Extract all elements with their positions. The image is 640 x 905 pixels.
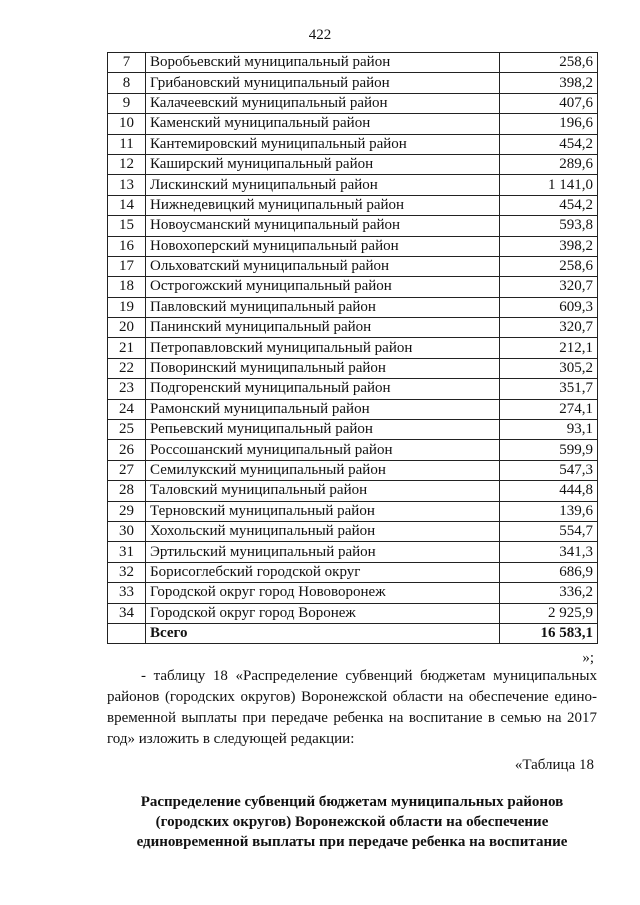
row-number: 7 (108, 53, 146, 73)
row-number: 31 (108, 542, 146, 562)
amendment-paragraph (107, 666, 597, 750)
subvention-value: 686,9 (500, 562, 598, 582)
row-number: 20 (108, 318, 146, 338)
row-number: 19 (108, 297, 146, 317)
district-name: Калачеевский муниципальный район (146, 93, 500, 113)
table-row (108, 420, 598, 440)
row-number: 8 (108, 73, 146, 93)
row-number: 13 (108, 175, 146, 195)
subvention-value: 139,6 (500, 501, 598, 521)
total-label: Всего (146, 623, 500, 643)
district-name: Нижнедевицкий муниципальный район (146, 195, 500, 215)
table-row (108, 379, 598, 399)
row-number: 17 (108, 256, 146, 276)
row-number: 9 (108, 93, 146, 113)
district-name: Новохоперский муниципальный район (146, 236, 500, 256)
table-heading (107, 792, 597, 852)
subvention-value: 212,1 (500, 338, 598, 358)
row-number: 21 (108, 338, 146, 358)
paragraph-line: - таблицу 18 «Распределение субвенций бюджетам муниципальных (141, 668, 597, 684)
row-number: 22 (108, 358, 146, 378)
district-name: Борисоглебский городской округ (146, 562, 500, 582)
table-row (108, 175, 598, 195)
table-row (108, 114, 598, 134)
heading-line: единовременной выплаты при передаче ребенка на воспитание (136, 834, 568, 850)
table-row (108, 603, 598, 623)
table-row (108, 399, 598, 419)
table-row (108, 338, 598, 358)
row-number: 23 (108, 379, 146, 399)
district-name: Острогожский муниципальный район (146, 277, 500, 297)
subvention-value: 454,2 (500, 195, 598, 215)
heading-line: Распределение субвенций бюджетам муниципальных районов (140, 794, 564, 810)
table-row (108, 542, 598, 562)
table-row (108, 358, 598, 378)
district-name: Рамонский муниципальный район (146, 399, 500, 419)
table-row (108, 440, 598, 460)
subvention-value: 2 925,9 (500, 603, 598, 623)
row-number: 32 (108, 562, 146, 582)
district-name: Ольховатский муниципальный район (146, 256, 500, 276)
row-number: 12 (108, 154, 146, 174)
row-number: 33 (108, 583, 146, 603)
table-row (108, 236, 598, 256)
table-row (108, 501, 598, 521)
subvention-value: 258,6 (500, 256, 598, 276)
table-row (108, 73, 598, 93)
district-name: Россошанский муниципальный район (146, 440, 500, 460)
table-row (108, 93, 598, 113)
district-name: Панинский муниципальный район (146, 318, 500, 338)
subvention-value: 320,7 (500, 318, 598, 338)
district-name: Лискинский муниципальный район (146, 175, 500, 195)
subvention-value: 398,2 (500, 73, 598, 93)
table-body (108, 53, 598, 644)
subvention-value: 407,6 (500, 93, 598, 113)
district-name: Репьевский муниципальный район (146, 420, 500, 440)
district-name: Таловский муниципальный район (146, 481, 500, 501)
table-row (108, 460, 598, 480)
subvention-value: 341,3 (500, 542, 598, 562)
row-number: 29 (108, 501, 146, 521)
subvention-value: 547,3 (500, 460, 598, 480)
row-number: 14 (108, 195, 146, 215)
table-row (108, 521, 598, 541)
district-name: Поворинский муниципальный район (146, 358, 500, 378)
subvention-value: 289,6 (500, 154, 598, 174)
subvention-value: 305,2 (500, 358, 598, 378)
table-row (108, 154, 598, 174)
page-number: 422 (308, 27, 332, 43)
subvention-value: 320,7 (500, 277, 598, 297)
row-number: 25 (108, 420, 146, 440)
district-name: Павловский муниципальный район (146, 297, 500, 317)
district-name: Подгоренский муниципальный район (146, 379, 500, 399)
district-name: Городской округ город Нововоронеж (146, 583, 500, 603)
total-value: 16 583,1 (500, 623, 598, 643)
table-row (108, 277, 598, 297)
row-number: 10 (108, 114, 146, 134)
row-number: 30 (108, 521, 146, 541)
subvention-value: 274,1 (500, 399, 598, 419)
table-row (108, 583, 598, 603)
district-name: Эртильский муниципальный район (146, 542, 500, 562)
table-row (108, 297, 598, 317)
subvention-value: 351,7 (500, 379, 598, 399)
district-name: Семилукский муниципальный район (146, 460, 500, 480)
district-name: Новоусманский муниципальный район (146, 216, 500, 236)
district-name: Каширский муниципальный район (146, 154, 500, 174)
paragraph-line: год» изложить в следующей редакции: (107, 731, 355, 747)
subvention-value: 609,3 (500, 297, 598, 317)
district-name: Грибановский муниципальный район (146, 73, 500, 93)
subvention-value: 258,6 (500, 53, 598, 73)
subvention-value: 1 141,0 (500, 175, 598, 195)
subvention-value: 599,9 (500, 440, 598, 460)
total-row (108, 623, 598, 643)
row-number: 16 (108, 236, 146, 256)
table-row (108, 318, 598, 338)
subvention-value: 196,6 (500, 114, 598, 134)
table-row (108, 481, 598, 501)
paragraph-line: районов (городских округов) Воронежской области на обеспечение едино- (107, 689, 597, 705)
table-label: «Таблица 18 (514, 757, 594, 773)
subvention-value: 554,7 (500, 521, 598, 541)
district-name: Воробьевский муниципальный район (146, 53, 500, 73)
row-number: 34 (108, 603, 146, 623)
subvention-value: 593,8 (500, 216, 598, 236)
district-name: Кантемировский муниципальный район (146, 134, 500, 154)
row-number: 11 (108, 134, 146, 154)
district-name: Петропавловский муниципальный район (146, 338, 500, 358)
heading-line: (городских округов) Воронежской области на обеспечение (155, 814, 549, 830)
paragraph-line: временной выплаты при передаче ребенка на воспитание в семью на 2017 (107, 710, 597, 726)
district-name: Терновский муниципальный район (146, 501, 500, 521)
table-row (108, 216, 598, 236)
quote-close: »; (582, 650, 594, 666)
row-number: 27 (108, 460, 146, 480)
row-number: 15 (108, 216, 146, 236)
table-row (108, 562, 598, 582)
subvention-value: 336,2 (500, 583, 598, 603)
row-number: 24 (108, 399, 146, 419)
subvention-value: 398,2 (500, 236, 598, 256)
district-name: Хохольский муниципальный район (146, 521, 500, 541)
district-name: Городской округ город Воронеж (146, 603, 500, 623)
total-number-cell (108, 623, 146, 643)
row-number: 18 (108, 277, 146, 297)
district-name: Каменский муниципальный район (146, 114, 500, 134)
table-row (108, 53, 598, 73)
subvention-value: 444,8 (500, 481, 598, 501)
table-row (108, 134, 598, 154)
subvention-value: 93,1 (500, 420, 598, 440)
table-row (108, 195, 598, 215)
table-row (108, 256, 598, 276)
subvention-value: 454,2 (500, 134, 598, 154)
subvention-table (107, 52, 598, 644)
row-number: 28 (108, 481, 146, 501)
row-number: 26 (108, 440, 146, 460)
